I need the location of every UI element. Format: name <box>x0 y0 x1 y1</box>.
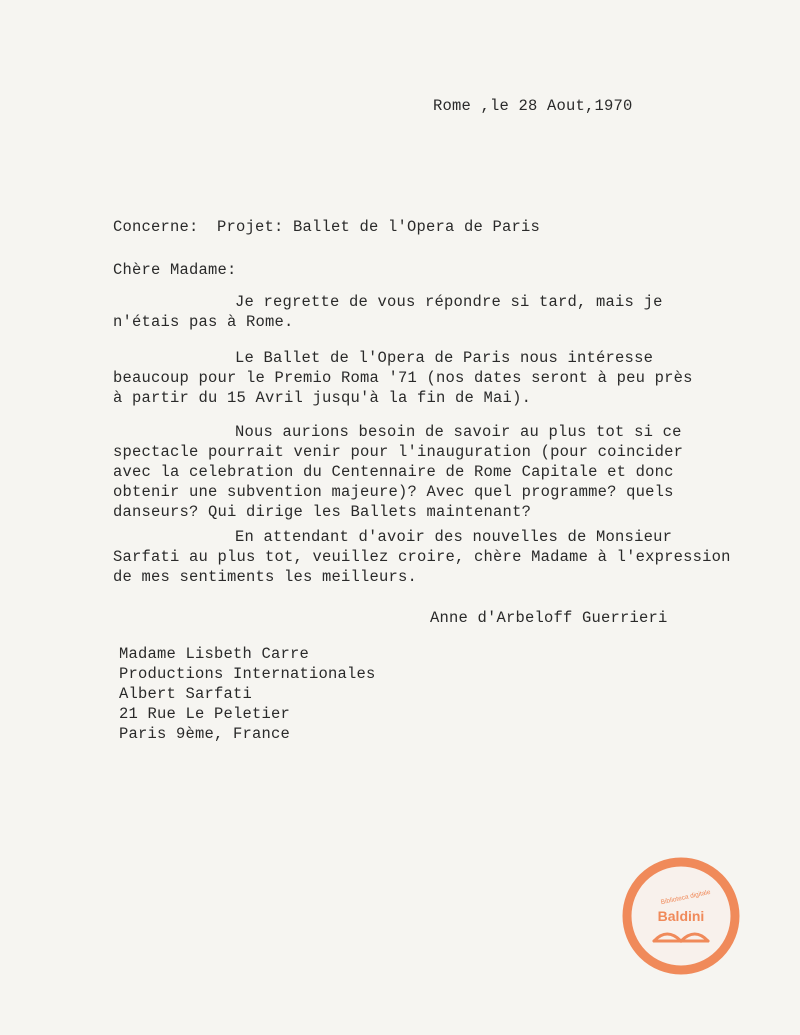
paragraph-line: beaucoup pour le Premio Roma '71 (nos dates seront à peu près <box>113 369 693 387</box>
paragraph-line: Sarfati au plus tot, veuillez croire, chère Madame à l'expression <box>113 548 731 566</box>
paragraph-line: Je regrette de vous répondre si tard, mais je <box>235 293 663 311</box>
subject-label: Concerne: <box>113 218 199 236</box>
paragraph-line: spectacle pourrait venir pour l'inauguration (pour coincider <box>113 443 684 461</box>
paragraph-line: n'étais pas à Rome. <box>113 313 294 331</box>
paragraph-line: danseurs? Qui dirige les Ballets maintenant? <box>113 503 532 521</box>
stamp-top-text: Biblioteca digitale <box>660 888 712 907</box>
signature: Anne d'Arbeloff Guerrieri <box>430 609 668 627</box>
address-line: Paris 9ème, France <box>119 725 291 743</box>
address-line: Productions Internationales <box>119 665 376 683</box>
address-line: Albert Sarfati <box>119 685 253 703</box>
paragraph-line: obtenir une subvention majeure)? Avec quel programme? quels <box>113 483 674 501</box>
baldini-logo-stamp <box>622 857 740 975</box>
paragraph-line: de mes sentiments les meilleurs. <box>113 568 418 586</box>
paragraph-line: à partir du 15 Avril jusqu'à la fin de Mai). <box>113 389 532 407</box>
letter-date: Rome ,le 28 Aout,1970 <box>433 97 633 115</box>
address-line: Madame Lisbeth Carre <box>119 645 310 663</box>
salutation: Chère Madame: <box>113 261 237 279</box>
paragraph-line: Nous aurions besoin de savoir au plus tot si ce <box>235 423 682 441</box>
stamp-brand: Baldini <box>657 908 705 924</box>
paragraph-line: Le Ballet de l'Opera de Paris nous intéresse <box>235 349 654 367</box>
paragraph-line: avec la celebration du Centennaire de Rome Capitale et donc <box>113 463 674 481</box>
address-line: 21 Rue Le Peletier <box>119 705 291 723</box>
paragraph-line: En attendant d'avoir des nouvelles de Monsieur <box>235 528 673 546</box>
subject-text: Projet: Ballet de l'Opera de Paris <box>217 218 541 236</box>
